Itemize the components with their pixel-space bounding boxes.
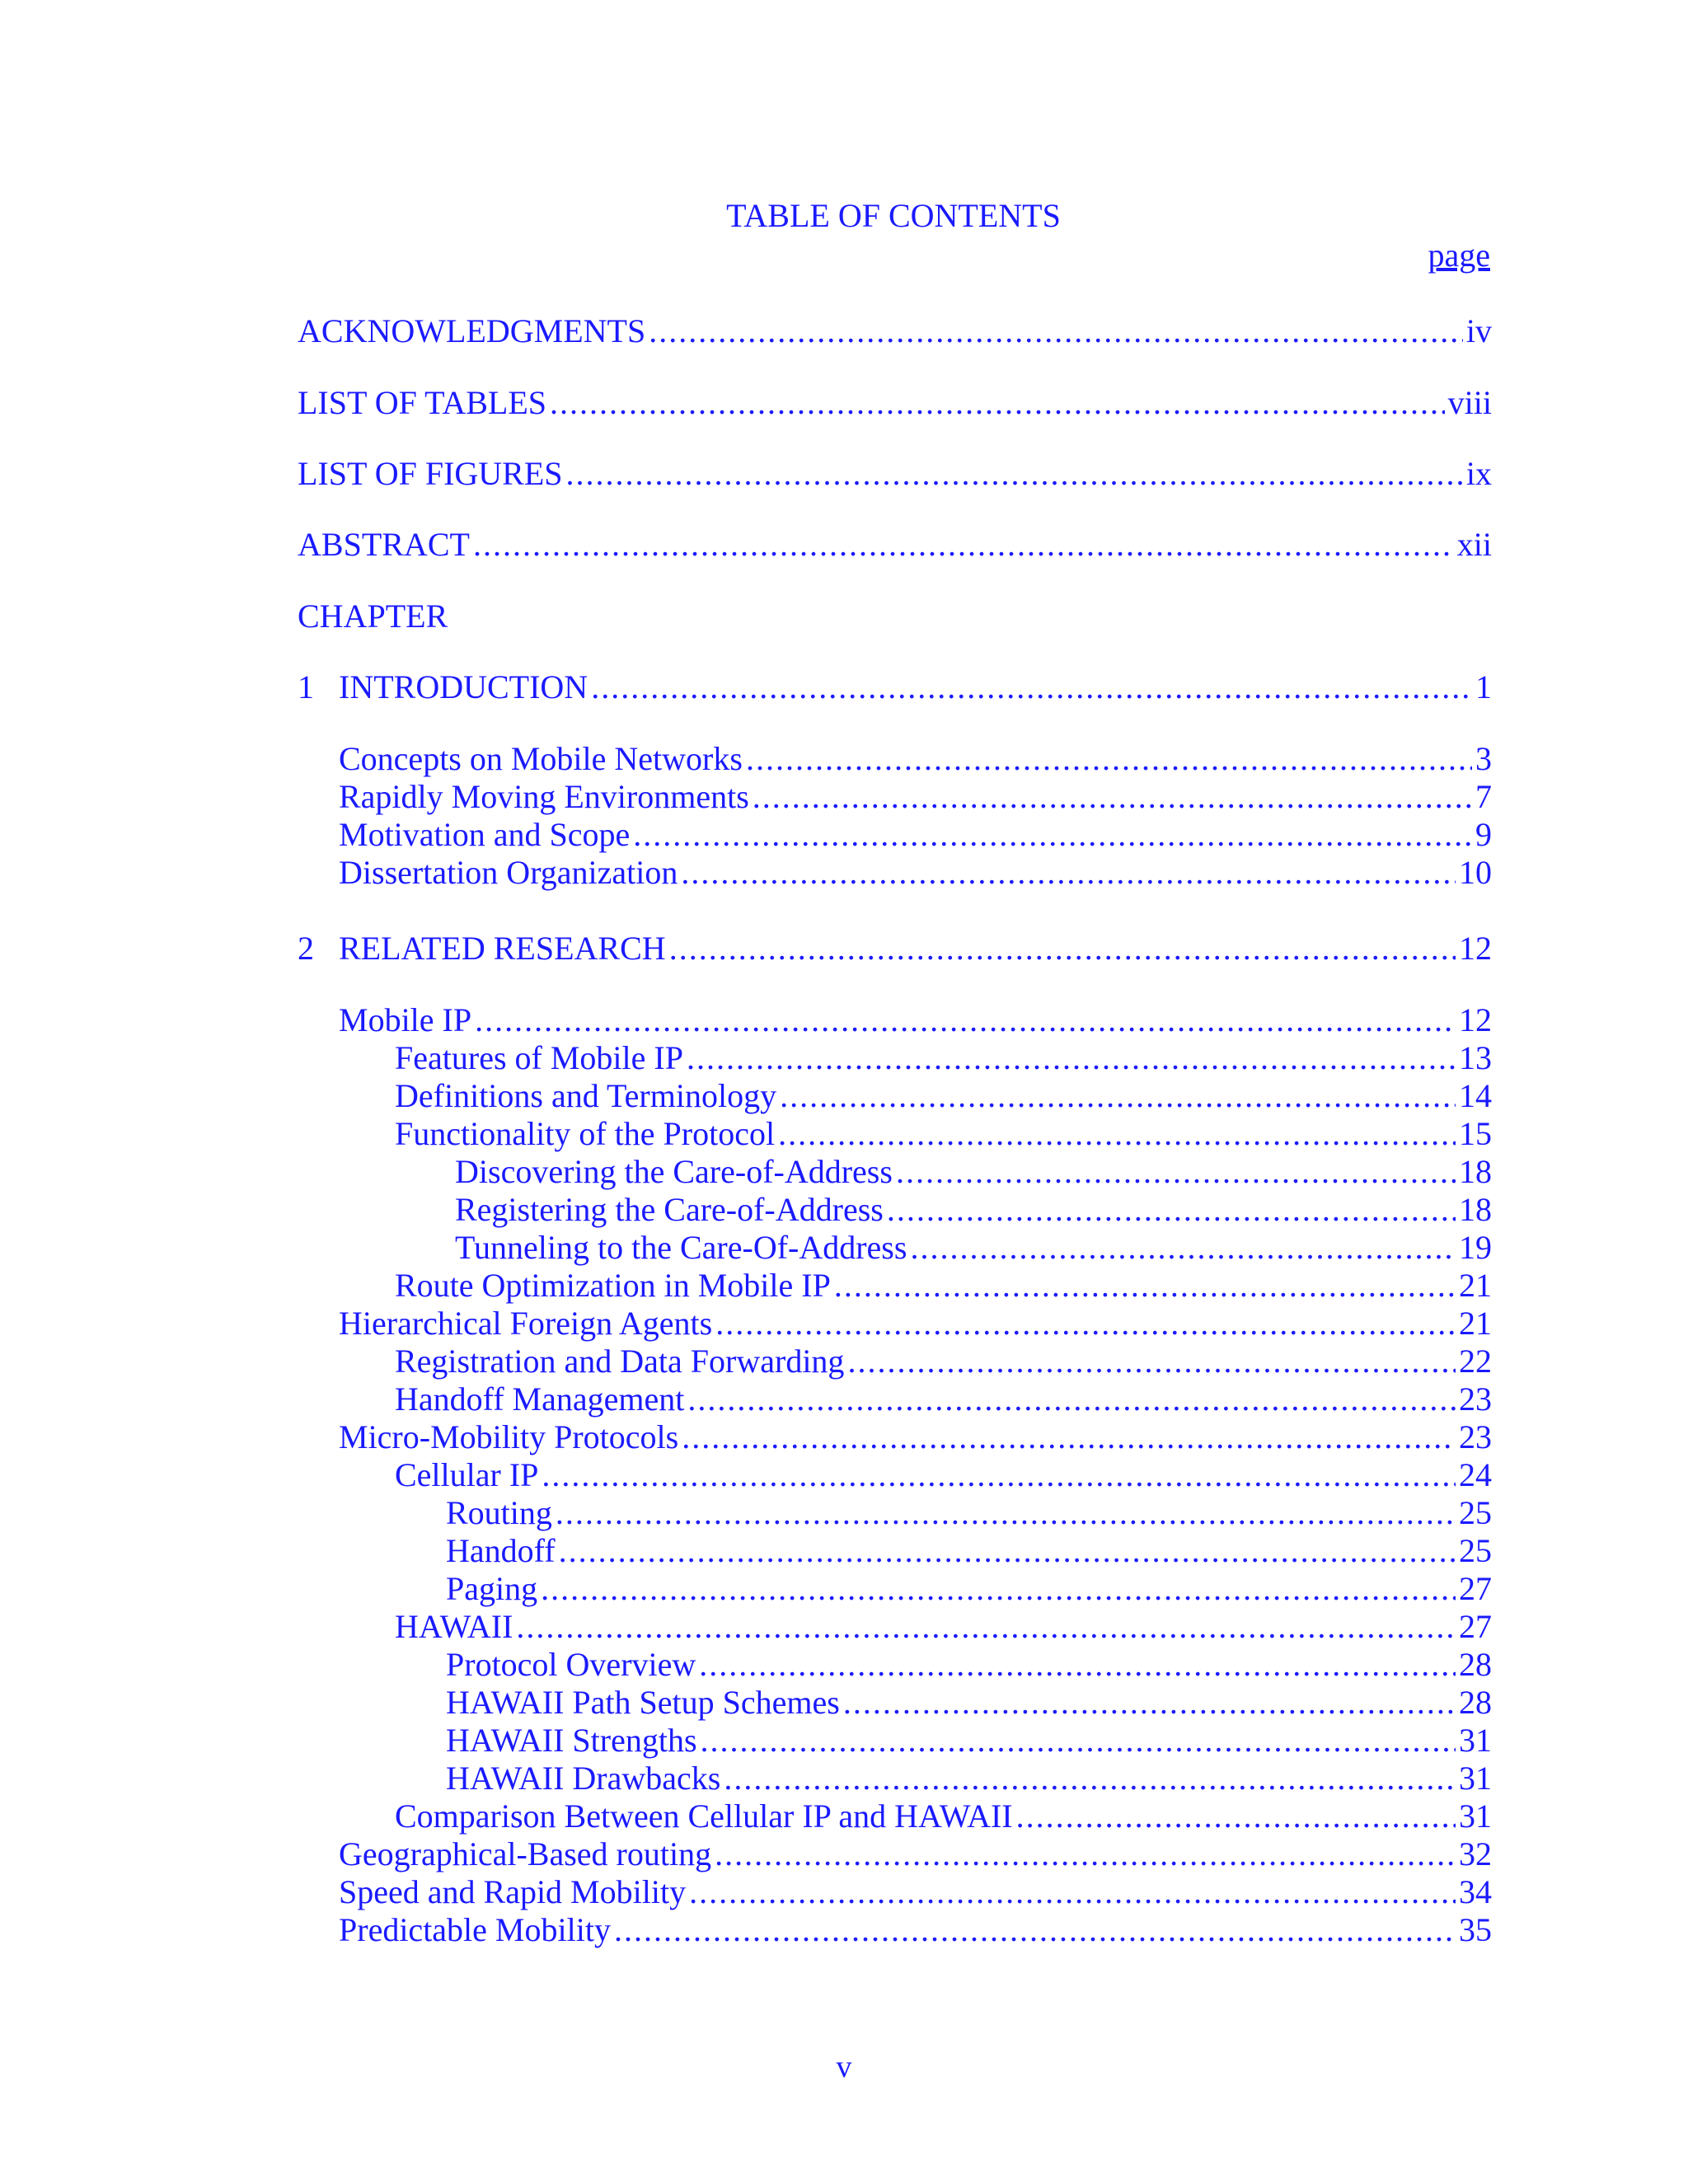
entry-page: 19: [1459, 1229, 1492, 1266]
chapter-number: 1: [298, 668, 314, 705]
toc-section[interactable]: [0, 1001, 1688, 1040]
entry-label: LIST OF TABLES: [298, 383, 550, 423]
entry-page: 24: [1459, 1456, 1492, 1493]
entry-page: 22: [1459, 1343, 1492, 1380]
toc-subsection[interactable]: [0, 1797, 1688, 1836]
toc-subsection[interactable]: [0, 1076, 1688, 1116]
toc-subsubsection[interactable]: [0, 1531, 1688, 1571]
entry-page: 23: [1459, 1380, 1492, 1418]
entry-label: HAWAII Strengths: [446, 1721, 701, 1760]
entry-page: 31: [1459, 1722, 1492, 1759]
toc-section[interactable]: [0, 853, 1688, 893]
entry-label: Protocol Overview: [446, 1645, 699, 1685]
toc-entry-acknowledgments[interactable]: [0, 312, 1688, 351]
entry-label: Mobile IP: [339, 1001, 475, 1040]
entry-page: 12: [1459, 930, 1492, 967]
entry-page: 35: [1459, 1911, 1492, 1948]
toc-section[interactable]: [0, 1418, 1688, 1457]
entry-page: 28: [1459, 1646, 1492, 1683]
toc-subsubsection[interactable]: [0, 1152, 1688, 1192]
entry-label: Routing: [446, 1493, 556, 1533]
entry-label: ACKNOWLEDGMENTS: [298, 312, 649, 351]
entry-label: HAWAII Path Setup Schemes: [446, 1683, 843, 1722]
entry-page: 3: [1475, 740, 1492, 777]
toc-subsection[interactable]: [0, 1266, 1688, 1305]
entry-page: 34: [1459, 1873, 1492, 1910]
chapter-heading: CHAPTER: [298, 598, 448, 635]
toc-section[interactable]: [0, 1835, 1688, 1874]
toc-subsubsection[interactable]: [0, 1721, 1688, 1760]
entry-label: Functionality of the Protocol: [395, 1114, 778, 1154]
entry-label: Dissertation Organization: [339, 853, 681, 893]
toc-subsubsection[interactable]: [0, 1569, 1688, 1609]
toc-subsubsection[interactable]: [0, 1493, 1688, 1533]
toc-section[interactable]: [0, 815, 1688, 855]
entry-page: xii: [1456, 526, 1492, 563]
entry-page: 32: [1459, 1835, 1492, 1872]
toc-section[interactable]: [0, 1872, 1688, 1912]
entry-label: LIST OF FIGURES: [298, 454, 566, 494]
page-column-label: page: [1428, 237, 1490, 274]
entry-label: Motivation and Scope: [339, 815, 633, 855]
page-title: TABLE OF CONTENTS: [726, 197, 1061, 234]
entry-label: Registration and Data Forwarding: [395, 1342, 847, 1381]
entry-page: 31: [1459, 1760, 1492, 1797]
entry-label: Rapidly Moving Environments: [339, 777, 753, 817]
entry-label: Definitions and Terminology: [395, 1076, 780, 1116]
toc-subsection[interactable]: [0, 1342, 1688, 1381]
entry-page: 28: [1459, 1684, 1492, 1721]
entry-label: Speed and Rapid Mobility: [339, 1872, 689, 1912]
chapter-number: 2: [298, 930, 314, 967]
toc-chapter-1[interactable]: [0, 668, 1688, 707]
entry-label: Concepts on Mobile Networks: [339, 739, 746, 779]
entry-label: Handoff Management: [395, 1380, 687, 1419]
entry-page: 21: [1459, 1305, 1492, 1342]
entry-page: 23: [1459, 1418, 1492, 1455]
entry-label: Comparison Between Cellular IP and HAWAII: [395, 1797, 1016, 1836]
entry-label: Handoff: [446, 1531, 559, 1571]
toc-entry-abstract[interactable]: [0, 525, 1688, 565]
entry-label: INTRODUCTION: [339, 668, 591, 707]
entry-label: Discovering the Care-of-Address: [455, 1152, 896, 1192]
entry-page: viii: [1447, 384, 1492, 421]
entry-label: HAWAII Drawbacks: [446, 1759, 724, 1798]
entry-page: 18: [1459, 1153, 1492, 1190]
toc-subsubsection[interactable]: [0, 1759, 1688, 1798]
entry-label: RELATED RESEARCH: [339, 929, 669, 968]
entry-label: Route Optimization in Mobile IP: [395, 1266, 834, 1305]
entry-label: Features of Mobile IP: [395, 1038, 687, 1078]
toc-subsection[interactable]: [0, 1380, 1688, 1419]
entry-page: 18: [1459, 1191, 1492, 1228]
toc-subsection[interactable]: [0, 1038, 1688, 1078]
toc-entry-list-of-tables[interactable]: [0, 383, 1688, 423]
entry-label: Registering the Care-of-Address: [455, 1190, 887, 1230]
entry-page: 31: [1459, 1797, 1492, 1835]
entry-page: 15: [1459, 1115, 1492, 1152]
entry-page: 12: [1459, 1001, 1492, 1038]
entry-page: 1: [1475, 668, 1492, 705]
toc-subsection[interactable]: [0, 1607, 1688, 1647]
entry-label: Micro-Mobility Protocols: [339, 1418, 682, 1457]
entry-page: 21: [1459, 1267, 1492, 1304]
entry-label: ABSTRACT: [298, 525, 473, 565]
entry-label: HAWAII: [395, 1607, 516, 1647]
entry-page: 7: [1475, 778, 1492, 815]
toc-section[interactable]: [0, 1910, 1688, 1950]
entry-page: ix: [1465, 455, 1492, 492]
entry-label: Tunneling to the Care-Of-Address: [455, 1228, 910, 1268]
toc-chapter-2[interactable]: [0, 929, 1688, 968]
entry-page: 25: [1459, 1532, 1492, 1569]
entry-page: 13: [1459, 1039, 1492, 1076]
entry-label: Cellular IP: [395, 1455, 542, 1495]
toc-subsubsection[interactable]: [0, 1190, 1688, 1230]
toc-entry-list-of-figures[interactable]: [0, 454, 1688, 494]
toc-subsubsection[interactable]: [0, 1645, 1688, 1685]
toc-subsection[interactable]: [0, 1114, 1688, 1154]
entry-label: Hierarchical Foreign Agents: [339, 1304, 715, 1343]
toc-subsubsection[interactable]: [0, 1683, 1688, 1722]
toc-section[interactable]: [0, 739, 1688, 779]
toc-section[interactable]: [0, 1304, 1688, 1343]
toc-subsection[interactable]: [0, 1455, 1688, 1495]
entry-label: Paging: [446, 1569, 541, 1609]
entry-label: Predictable Mobility: [339, 1910, 614, 1950]
toc-section[interactable]: [0, 777, 1688, 817]
entry-label: Geographical-Based routing: [339, 1835, 715, 1874]
entry-page: 9: [1475, 816, 1492, 853]
entry-page: iv: [1465, 312, 1492, 349]
footer-page-number: v: [836, 2050, 852, 2084]
entry-page: 27: [1459, 1570, 1492, 1607]
entry-page: 25: [1459, 1494, 1492, 1531]
entry-page: 27: [1459, 1608, 1492, 1645]
toc-subsubsection[interactable]: [0, 1228, 1688, 1268]
entry-page: 14: [1459, 1077, 1492, 1114]
entry-page: 10: [1459, 854, 1492, 891]
